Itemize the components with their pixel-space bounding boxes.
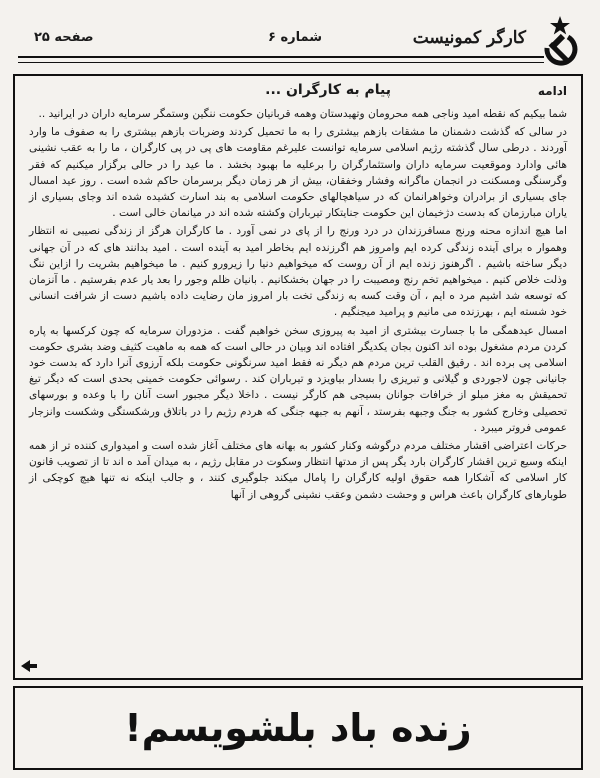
page-number: صفحه ۲۵ xyxy=(34,30,94,45)
paper-name: کارگر کمونیست xyxy=(412,28,526,48)
slogan-box xyxy=(13,686,583,770)
paragraph: شما بیکیم که نقطه امید وناجی همه محرومان وتهیدستان وهمه قربانیان حکومت ننگین وستمگر سرمایه داران در ایرانید .. xyxy=(38,108,567,120)
slogan: زنده باد بلشویسم! xyxy=(124,706,472,750)
arrow-left-icon xyxy=(21,660,37,672)
paragraph: حرکات اعتراضی اقشار مختلف مردم درگوشه وکنار کشور به بهانه های مختلف آغاز شده است و امیدواری کننده تر از همه اینکه وسیع ترین اقشار کارگران بارد یگر پس از مدتها انتظار وسکوت در مقابل رژیم ، به میدان آمد ه اند تا از تصویب قانون کار اسلامی که آشکارا همه حقوق اولیه کارگران را پامال میکند جلوگیری کنند ، و جالب اینکه نه تنها هیچ کوچکی از طوبارهای کارگران باعث هراس و وحشت دشمن وعقب نشینی گروهی از آنها xyxy=(29,440,567,501)
header-rule-thin xyxy=(18,62,544,63)
paragraph: در سالی که گذشت دشمنان ما مشقات بازهم بیشتری را به ما تحمیل کردند وضربات بازهم بیشتری را به صفوف ما وارد آوردند . درطی سال گذشته رژیم اسلامی سرمایه توانست علیرغم مقاومت های پی در پی کارگران ، ما را به عقب نشینی هائی وادارد وموقعیت سرمایه داران واستثمارگران را برعلیه ما بهبود بخشد . ما عید را در حالی برگزار میکنیم که فقر وگرسنگی ومسکنت در انجمان ماگرانه وفشار وخفقان، بیش از هر زمان دیگر برسرمان حاکم شده است . روز عید امسال جای بسیاری از برادران وخواهرانمان که در سیاهچالهای حکومت اسلامی به بند اسارت کشیده شده اند وجای بسیاری از یاران مبارزمان که بدست دژخیمان این حکومت جنایتکار تیرباران وکشته شده اند در میانمان خالی است . xyxy=(29,126,567,220)
continued-label: ادامه xyxy=(537,84,567,98)
issue-number: شماره ۶ xyxy=(268,30,323,45)
article-title: پیام به کارگران ... xyxy=(265,82,391,98)
article-frame xyxy=(13,74,583,680)
masthead xyxy=(18,14,584,70)
paragraph: اما هیچ اندازه محنه ورنج مسافرزندان در درد ورنج را از پای در نمی آورد . ما کارگران هرگز از زندگی نصیبی نه انتظار وهموار ه برای آینده زندگی کرده ایم وامروز هم اگرزنده ایم بخاطر امید به آینده است . امید بدانند های که در آن جهانی دیگر ساخته باشیم . اگرهنوز زنده ایم از آن روست که میخواهیم دنیا را زیرورو کنیم . ما میخواهیم بشریت را ازاین ننگ وذلت خلاص کنیم . میخواهیم تخم رنج ومصیبت را در جهان بخشکانیم . بانیان ظلم وجور را بعد یار عدم بفرستیم . ما آنزمان که توسعه شد اشیم مرد ه ایم ، آن وقت کسه به زندگی تخت بار امروز مان رضایت داده باشیم دست از شرافت انسانی خود شسته ایم ، بهرزنده می مانیم و پرامید میجنگیم . xyxy=(29,225,567,319)
star-hammer-sickle-icon xyxy=(538,14,582,70)
paragraph: امسال عیدهمگی ما با جسارت بیشتری از امید به پیروزی سخن خواهیم گفت . مزدوران سرمایه که چون کرکسها به پاره کردن مردم مشغول بوده اند اکنون بجان یکدیگر افتاده اند وبیان در حالی است که همه به ماهیت کثیف وضد بشری حکومت اسلامی پی برده اند . رقیق القلب ترین مردم هم دیگر نه فقط امید سرنگونی حکومت بلکه آرزوی آنرا دارد که بدست خود جانیانی چون لاجوردی و گیلانی و تبریزی را بسدار بیاویزد و تیرباران کند . رسوائی حکومت خمینی بحدی است که دیگر تیغ تحمیقش به مغز مبلو از خرافات جوانان بسیجی هم کارگر نیست . داخلا دیگر مجبور است آنان را با وعده و بورسهای تحصیلی وخارج کشور به جنگ وجبهه بفرستد ، آنهم به جبهه جنگی که هردم رژیم را در باتلاق ورشکستگی وشکست وانزجار عمومی فروتر میبرد . xyxy=(29,324,567,434)
article-body xyxy=(29,106,567,505)
header-rule xyxy=(18,56,544,58)
